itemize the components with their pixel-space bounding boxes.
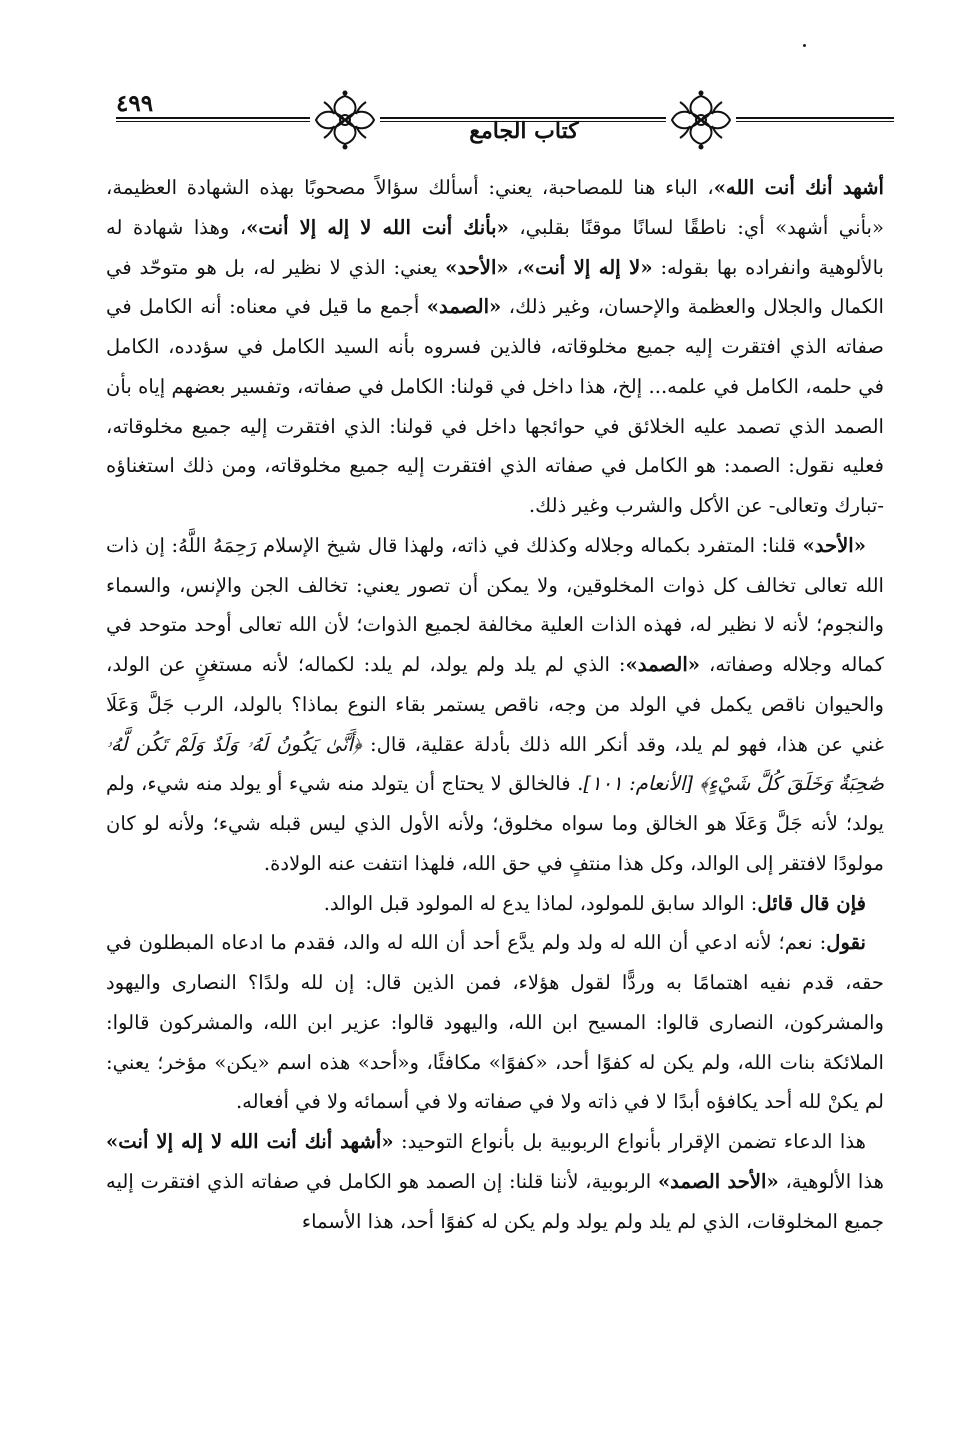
paragraph bbox=[106, 923, 884, 1122]
bold-term: نقول bbox=[826, 931, 866, 955]
text-run: ، الباء هنا للمصاحبة، يعني: أسألك سؤالاً مصحوبًا بهذه الشهادة العظيمة، «بأني أشهد» أي: ناطقًا لسانًا موقنًا بقلبي، bbox=[106, 176, 884, 239]
quran-verse: ﴿أَنَّىٰ يَكُونُ لَهُۥ وَلَدٌ وَلَمْ تَكُن لَّهُۥ صَٰحِبَةٌ وَخَلَقَ كُلَّ شَيْءٍ﴾ [الأنعام: ١٠١] bbox=[106, 732, 884, 796]
bold-term: «الأحد الصمد» bbox=[657, 1169, 779, 1193]
paragraph bbox=[106, 884, 884, 924]
text-run: أجمع ما قيل في معناه: أنه الكامل في صفاته الذي افتقرت إليه جميع مخلوقاته، فالذين فسروه بأنه السيد الكامل في سؤدده، الكامل في حلمه، الكامل في علمه... إلخ، هذا داخل في قولنا: الكامل في صفاته، وتفسير بعضهم إياه بأن الصمد الذي تصمد عليه الخلائق في حوائجها داخل في قولنا: الذي افتقرت إليه جميع مخلوقاته، فعليه نقول: الصمد: هو الكامل في صفاته الذي افتقرت إليه جميع مخلوقاته، ومن ذلك استغناؤه -تبارك وتعالى- عن الأكل والشرب وغير ذلك. bbox=[106, 295, 884, 517]
text-run: يعني: الذي لا نظير له، بل هو متوحّد في الكمال والجلال والعظمة والإحسان، وغير ذلك، bbox=[106, 255, 884, 319]
bold-term: «بأنك أنت الله لا إله إلا أنت» bbox=[246, 215, 509, 239]
bold-term: «أشهد أنك أنت الله لا إله إلا أنت» bbox=[106, 1130, 394, 1153]
text-run: ، وهذا شهادة له بالألوهية وانفراده بها بقوله: bbox=[106, 215, 885, 279]
paragraph bbox=[106, 168, 884, 526]
book-title: كتاب الجامع bbox=[469, 118, 579, 144]
bold-term: فإن قال قائل bbox=[757, 891, 866, 915]
ink-dot bbox=[803, 44, 806, 47]
right-ornament-icon bbox=[666, 90, 736, 150]
page-header bbox=[88, 80, 894, 158]
text-run: الربوبية، لأننا قلنا: إن الصمد هو الكامل في صفاته الذي افتقرت إليه جميع المخلوقات، الذي لم يلد ولم يولد ولم يكن له كفوًا أحد، هذا الأسماء bbox=[106, 1169, 884, 1233]
bold-term: أشهد أنك أنت الله» bbox=[713, 176, 885, 199]
text-run: ، bbox=[508, 255, 523, 279]
text-run: : نعم؛ لأنه ادعي أن الله له ولد ولم يدَّع أحد أن الله له والد، فقدم ما ادعاه المبطلون في حقه، قدم نفيه اهتمامًا به وردًّا لقول هؤلاء، فمن الذين قال: إن لله ولدًا؟ النصارى واليهود والمشركون، النصارى قالوا: المسيح ابن الله، واليهود قالوا: عزير ابن الله، والمشركون قالوا: الملائكة بنات الله، ولم يكن له كفوًا أحد، «كفوًا» مكافئًا، و«أحد» هذه اسم «يكن» مؤخر؛ يعني: لم يكنْ لله أحد يكافؤه أبدًا لا في ذاته ولا في صفاته ولا في أسمائه ولا في أفعاله. bbox=[106, 931, 884, 1114]
text-run: هذا الألوهية، bbox=[778, 1169, 884, 1193]
text-run: هذا الدعاء تضمن الإقرار بأنواع الربوبية بل بأنواع التوحيد: bbox=[393, 1130, 866, 1153]
bold-term: «الأحد» bbox=[445, 255, 509, 279]
bold-term: «لا إله إلا أنت» bbox=[522, 255, 653, 279]
paragraph bbox=[106, 1122, 884, 1241]
left-ornament-icon bbox=[310, 90, 380, 150]
text-run: : الوالد سابق للمولود، لماذا يدع له المولود قبل الوالد. bbox=[323, 891, 758, 915]
bold-term: «الصمد» bbox=[625, 653, 701, 676]
paragraph bbox=[106, 526, 884, 884]
bold-term: «الصمد» bbox=[426, 295, 502, 319]
text-run: : الذي لم يلد ولم يولد، لم يلد: لكماله؛ لأنه مستغنٍ عن الولد، والحيوان ناقص يكمل في الولد من وجه، ناقص يستمر بقاء النوع بماذا؟ بالولد، الرب جَلَّ وَعَلَا غني عن هذا، فهو لم يلد، وقد أنكر الله ذلك بأدلة عقلية، قال: bbox=[106, 653, 884, 756]
text-run: قلنا: المتفرد بكماله وجلاله وكذلك في ذاته، ولهذا قال شيخ الإسلام رَحِمَهُ اللَّهُ: إن ذات الله تعالى تخالف كل ذوات المخلوقين، ولا يمكن أن تصور يعني: تخالف الجن والإنس، والسماء والنجوم؛ لأنه لا نظير له، فهذه الذات العلية مخالفة لجميع الذوات؛ لأن الله تعالى أوحد متوحد في كماله وجلاله وصفاته، bbox=[106, 533, 884, 676]
text-run: . فالخالق لا يحتاج أن يتولد منه شيء أو يولد منه شيء، ولم يولد؛ لأنه جَلَّ وَعَلَا هو الخالق وما سواه مخلوق؛ ولأنه الأول الذي ليس قبله شيء؛ ولأنه لو كان مولودًا لافتقر إلى الوالد، وكل هذا منتفٍ في حق الله، فلهذا انتفت عنه الولادة. bbox=[106, 772, 884, 875]
bold-term: «الأحد» bbox=[802, 533, 866, 557]
page-number: ٤٩٩ bbox=[116, 90, 154, 117]
body-text bbox=[106, 168, 884, 1241]
